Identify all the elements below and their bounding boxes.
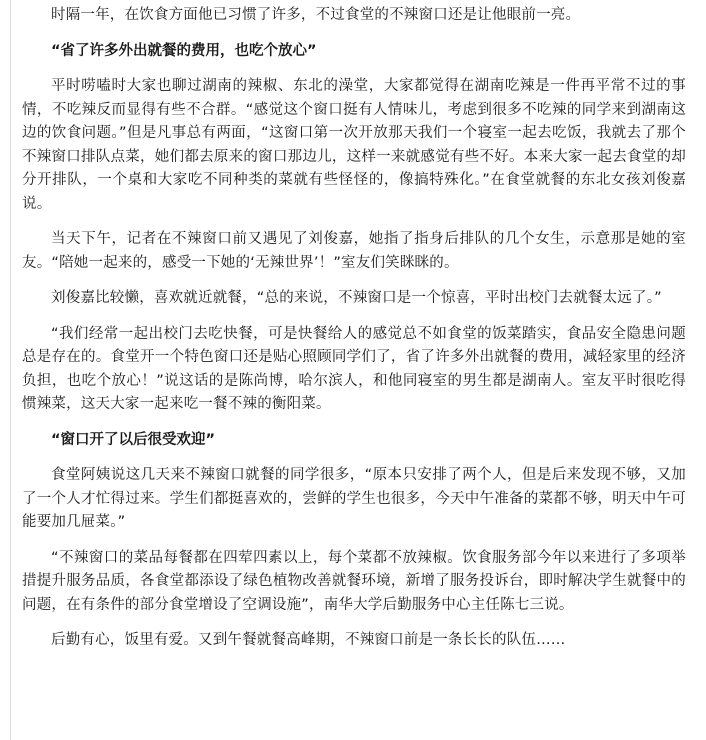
paragraph-7: 食堂阿姨说这几天来不辣窗口就餐的同学很多，“原本只安排了两个人，但是后来发现不够，又加了一个人才忙得过来。学生们都挺喜欢的，尝鲜的学生也很多，今天中午准备的菜都不够，明天中午可能要加几屉菜。”	[22, 467, 686, 530]
paragraph-5: “我们经常一起出校门去吃快餐，可是快餐给人的感觉总不如食堂的饭菜踏实，食品安全隐患问题总是存在的。食堂开一个特色窗口还是贴心照顾同学们了，省了许多外出就餐的费用，减轻家里的经济负担，也吃个放心！”说这话的是陈尚博，哈尔滨人，和他同寝室的男生都是湖南人。室友平时很吃得惯辣菜，这天大家一起来吃一餐不辣的衡阳菜。	[22, 325, 686, 412]
paragraph-9: 后勤有心，饭里有爱。又到午餐就餐高峰期，不辣窗口前是一条长长的队伍……	[51, 632, 566, 648]
paragraph-2: 平时唠嗑时大家也聊过湖南的辣椒、东北的澡堂，大家都觉得在湖南吃辣是一件再平常不过的事情，不吃辣反而显得有些不合群。“感觉这个窗口挺有人情味儿，考虑到很多不吃辣的同学来到湖南这边的饮食问题。”但是凡事总有两面，“这窗口第一次开放那天我们一个寝室一起去吃饭，我就去了那个不辣窗口排队点菜，她们都去原来的窗口那边儿，这样一来就感觉有些不好。本来大家一起去食堂的却分开排队，一个桌和大家吃不同种类的菜就有些怪怪的，像搞特殊化。”在食堂就餐的东北女孩刘俊嘉说。	[22, 78, 686, 212]
section-heading-1: “省了许多外出就餐的费用，也吃个放心”	[51, 42, 317, 59]
article-body	[22, 4, 686, 653]
paragraph-intro: 时隔一年，在饮食方面他已习惯了许多，不过食堂的不辣窗口还是让他眼前一亮。	[51, 7, 581, 23]
paragraph-8: “不辣窗口的菜品每餐都在四荤四素以上，每个菜都不放辣椒。饮食服务部今年以来进行了多项举措提升服务品质，各食堂都添设了绿色植物改善就餐环境，新增了服务投诉台，即时解决学生就餐中的问题，在有条件的部分食堂增设了空调设施”，南华大学后勤服务中心主任陈七三说。	[22, 549, 686, 613]
paragraph-3: 当天下午，记者在不辣窗口前又遇见了刘俊嘉，她指了指身后排队的几个女生，示意那是她的室友。“陪她一起来的，感受一下她的‘无辣世界’！”室友们笑眯眯的。	[22, 231, 686, 271]
paragraph-4: 刘俊嘉比较懒，喜欢就近就餐，“总的来说，不辣窗口是一个惊喜，平时出校门去就餐太远了。”	[51, 290, 662, 306]
section-heading-2: “窗口开了以后很受欢迎”	[51, 431, 216, 448]
left-border-line	[10, 0, 11, 740]
